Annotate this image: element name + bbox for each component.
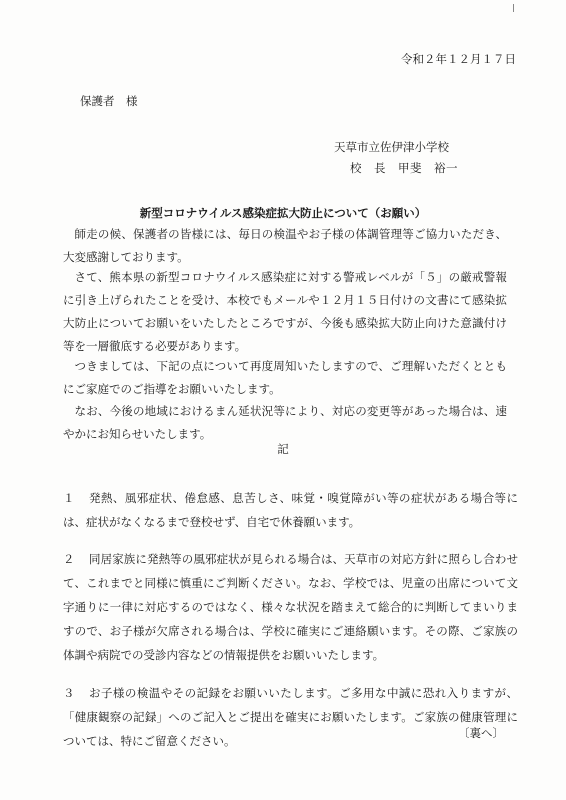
recipient: 保護者 様 — [80, 94, 138, 108]
item-number: １ — [63, 491, 75, 505]
list-item — [63, 681, 518, 753]
school-name: 天草市立佐伊津小学校 — [334, 140, 449, 154]
principal-name: 校 長 甲斐 裕一 — [350, 161, 458, 175]
ki-heading: 記 — [277, 442, 289, 456]
item-text: お子様の検温やその記録をお願いいたします。ご多用な中誠に恐れ入りますが、「健康観察の記録」へのご記入とご提出を確実にお願いたします。ご家族の健康管理については、特にご留意ください。 — [63, 686, 518, 748]
document-title: 新型コロナウイルス感染症拡大防止について（お願い） — [139, 206, 427, 220]
paragraph-background: さて、熊本県の新型コロナウイルス感染症に対する警戒レベルが「５」の厳戒警報に引き上げられたことを受け、本校でもメールや１２月１５日付けの文書にて感染拡大防止についてお願いをいたしたところですが、今後も感染拡大防止向けた意識付け等を一層徹底する必要があります。 — [63, 270, 507, 353]
document-date: 令和２年１２月１７日 — [401, 52, 516, 66]
continued-overleaf: 〔裏へ〕 — [458, 726, 504, 740]
item-text: 同居家族に発熱等の風邪症状が見られる場合は、天草市の対応方針に照らし合わせて、これまでと同様に慎重にご判断ください。なお、学校では、児童の出席について文字通りに一律に対応するのではなく、様々な状況を踏まえて総合的に判断してまいりますので、お子様が欠席される場合は、学校に確実にご連絡願います。その際、ご家族の体調や病院での受診内容などの情報提供をお願いいたします。 — [63, 552, 518, 662]
item-number: ３ — [63, 686, 75, 700]
paragraph-greeting: 師走の候、保護者の皆様には、毎日の検温やお子様の体調管理等ご協力いただき、大変感謝しております。 — [63, 227, 507, 264]
scan-mark — [513, 4, 514, 12]
paragraph-request: つきましては、下記の点について再度周知いたしますので、ご理解いただくとともにご家庭でのご指導をお願いいたします。 — [63, 359, 507, 396]
list-item — [63, 547, 518, 667]
paragraph-notice: なお、今後の地域におけるまん延状況等により、対応の変更等があった場合は、速やかにお知らせいたします。 — [63, 404, 507, 441]
list-item — [63, 486, 518, 534]
item-number: ２ — [63, 552, 75, 566]
item-text: 発熱、風邪症状、倦怠感、息苦しさ、味覚・嗅覚障がい等の症状がある場合等には、症状がなくなるまで登校せず、自宅で休養願います。 — [63, 491, 518, 529]
